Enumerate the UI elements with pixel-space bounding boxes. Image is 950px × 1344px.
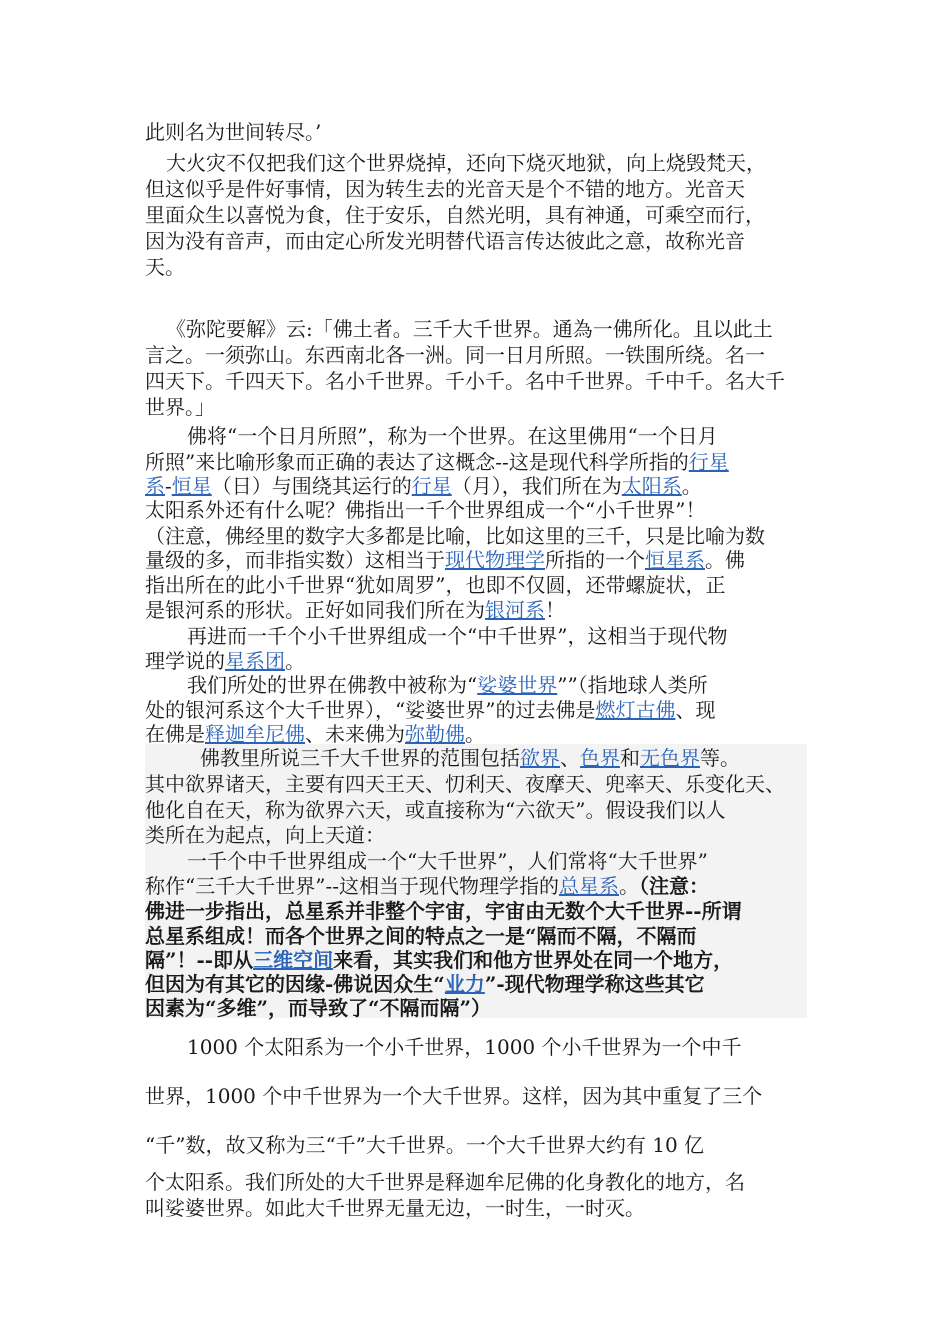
text-span: 、未来佛为	[305, 722, 405, 746]
link-xingxing-2[interactable]: 行星	[411, 474, 452, 498]
text-span: ””（指地球人类所	[557, 673, 708, 697]
paragraph-4-line: 太阳系外还有什么呢？佛指出一千个世界组成一个“小千世界”！	[145, 498, 706, 522]
link-taiyangxi[interactable]: 太阳系	[621, 474, 682, 498]
paragraph-9-line: 1000 个太阳系为一个小千世界，1000 个小千世界为一个中千	[187, 1035, 742, 1059]
text-span: 。	[681, 474, 702, 498]
paragraph-5-line: 再进而一千个小千世界组成一个“中千世界”，这相当于现代物	[187, 624, 728, 648]
paragraph-8-line	[145, 971, 705, 997]
link-shijiamouni-fo[interactable]: 释迦牟尼佛	[205, 722, 305, 746]
text-span: 、	[560, 746, 580, 770]
paragraph-8-line: 总星系组成！而各个世界之间的特点之一是“隔而不隔，不隔而	[145, 924, 697, 948]
paragraph-7-line: 他化自在天，称为欲界六天，或直接称为“六欲天”。假设我们以人	[145, 798, 726, 822]
link-yeli[interactable]: 业力	[444, 972, 485, 996]
text-span: 隔”！--即从	[145, 948, 254, 972]
paragraph-4-line: （注意，佛经里的数字大多都是比喻，比如这里的三千，只是比喻为数	[145, 524, 765, 548]
text-span: ”-现代物理学称这些其它	[484, 972, 705, 996]
paragraph-7-line	[200, 745, 740, 771]
text-span: 理学说的	[145, 649, 225, 673]
paragraph-9-line: 个太阳系。我们所处的大千世界是释迦牟尼佛的化身教化的地方，名	[145, 1170, 745, 1194]
text-span: 来看，其实我们和他方世界处在同一个地方，	[333, 948, 734, 972]
link-sejie[interactable]: 色界	[580, 746, 620, 770]
paragraph-4-line	[145, 547, 745, 573]
text-span: 是银河系的形状。正好如同我们所在为	[145, 598, 485, 622]
text-span: 佛教里所说三千大千世界的范围包括	[200, 746, 520, 770]
text-span: 称作“三千大千世界”--这相当于现代物理学指的	[145, 874, 559, 898]
text-span: （月），我们所在为	[451, 474, 622, 498]
text-span: 。佛	[705, 548, 745, 572]
paragraph-9-line: “千”数，故又称为三“千”大千世界。一个大千世界大约有 10 亿	[145, 1133, 705, 1157]
bold-note: （注意：	[638, 874, 709, 898]
paragraph-6-line	[145, 721, 485, 747]
link-xingxituan[interactable]: 星系团	[225, 649, 285, 673]
link-xingxing[interactable]: 行星	[688, 450, 729, 474]
paragraph-3-line: 言之。一须弥山。东西南北各一洲。同一日月所照。一铁围所绕。名一	[145, 343, 765, 367]
paragraph-8-line: 佛进一步指出，总星系并非整个宇宙，宇宙由无数个大千世界--所谓	[145, 899, 742, 923]
text-span: 所照”来比喻形象而正确的表达了这概念--这是现代科学所指的	[145, 450, 689, 474]
paragraph-4-line: 指出所在的此小千世界“犹如周罗”，也即不仅圆，还带螺旋状，正	[145, 573, 726, 597]
paragraph-3-line: 《弥陀要解》云:「佛土者。三千大千世界。通為一佛所化。且以此土	[166, 317, 773, 341]
link-xi[interactable]: 系	[145, 474, 165, 498]
paragraph-4-line	[145, 473, 702, 499]
paragraph-4-line	[145, 597, 565, 623]
paragraph-2-line: 天。	[145, 255, 185, 279]
paragraph-2-line: 里面众生以喜悦为食，住于安乐，自然光明，具有神通，可乘空而行，	[145, 203, 765, 227]
text-span: ！	[545, 598, 565, 622]
paragraph-3-line: 四天下。千四天下。名小千世界。千小千。名中千世界。千中千。名大千	[145, 369, 785, 393]
paragraph-6-line	[145, 697, 715, 723]
paragraph-6-line	[187, 672, 708, 698]
paragraph-3-line: 世界。」	[145, 395, 215, 419]
link-yujie[interactable]: 欲界	[520, 746, 560, 770]
paragraph-2-line: 大火灾不仅把我们这个世界烧掉，还向下烧灭地狱，向上烧毁梵天，	[166, 151, 766, 175]
text-span: -	[165, 474, 172, 498]
text-span: 。	[618, 874, 639, 898]
paragraph-8-line: 一千个中千世界组成一个“大千世界”，人们常将“大千世界”	[187, 849, 708, 873]
link-hengxing[interactable]: 恒星	[171, 474, 212, 498]
link-randeng-gufo[interactable]: 燃灯古佛	[595, 698, 676, 722]
link-hengxingxi[interactable]: 恒星系	[645, 548, 705, 572]
text-span: 在佛是	[145, 722, 205, 746]
paragraph-7-line: 其中欲界诸天，主要有四天王天、忉利天、夜摩天、兜率天、乐变化天、	[145, 772, 785, 796]
paragraph-4-line: 佛将“一个日月所照”，称为一个世界。在这里佛用“一个日月	[187, 424, 718, 448]
text-span: 。	[465, 722, 485, 746]
text-span: 处的银河系这个大千世界），“娑婆世界”的过去佛是	[145, 698, 596, 722]
paragraph-8-line: 因素为“多维”，而导致了“不隔而隔”）	[145, 996, 492, 1020]
text-span: 量级的多，而非指实数）这相当于	[145, 548, 445, 572]
text-span: 。	[285, 649, 305, 673]
text-span: 、现	[675, 698, 716, 722]
text-span: 和	[620, 746, 640, 770]
text-span: （日）与围绕其运行的	[211, 474, 412, 498]
link-sanwei-kongjian[interactable]: 三维空间	[253, 948, 334, 972]
paragraph-9-line: 世界，1000 个中千世界为一个大千世界。这样，因为其中重复了三个	[145, 1084, 763, 1108]
link-wusejie[interactable]: 无色界	[640, 746, 700, 770]
text-span: 等。	[700, 746, 740, 770]
link-suopo-shijie[interactable]: 娑婆世界	[477, 673, 558, 697]
paragraph-2-line: 但这似乎是件好事情，因为转生去的光音天是个不错的地方。光音天	[145, 177, 745, 201]
paragraph-5-line	[145, 648, 305, 674]
paragraph-9-line: 叫娑婆世界。如此大千世界无量无边，一时生，一时灭。	[145, 1196, 645, 1220]
link-zongxingxi[interactable]: 总星系	[558, 874, 619, 898]
link-yinhexi[interactable]: 银河系	[485, 598, 545, 622]
paragraph-1: 此则名为世间转尽。’	[145, 120, 322, 144]
link-mile-fo[interactable]: 弥勒佛	[405, 722, 465, 746]
paragraph-2-line: 因为没有音声，而由定心所发光明替代语言传达彼此之意，故称光音	[145, 229, 745, 253]
text-span: 我们所处的世界在佛教中被称为“	[187, 673, 478, 697]
paragraph-7-line: 类所在为起点，向上天道：	[145, 823, 385, 847]
text-span: 所指的一个	[545, 548, 645, 572]
paragraph-8-line	[145, 947, 733, 973]
paragraph-4-line	[145, 449, 729, 475]
link-xiandaiwulixue[interactable]: 现代物理学	[445, 548, 545, 572]
paragraph-8-line	[145, 873, 709, 899]
text-span: 但因为有其它的因缘-佛说因众生“	[145, 972, 445, 996]
